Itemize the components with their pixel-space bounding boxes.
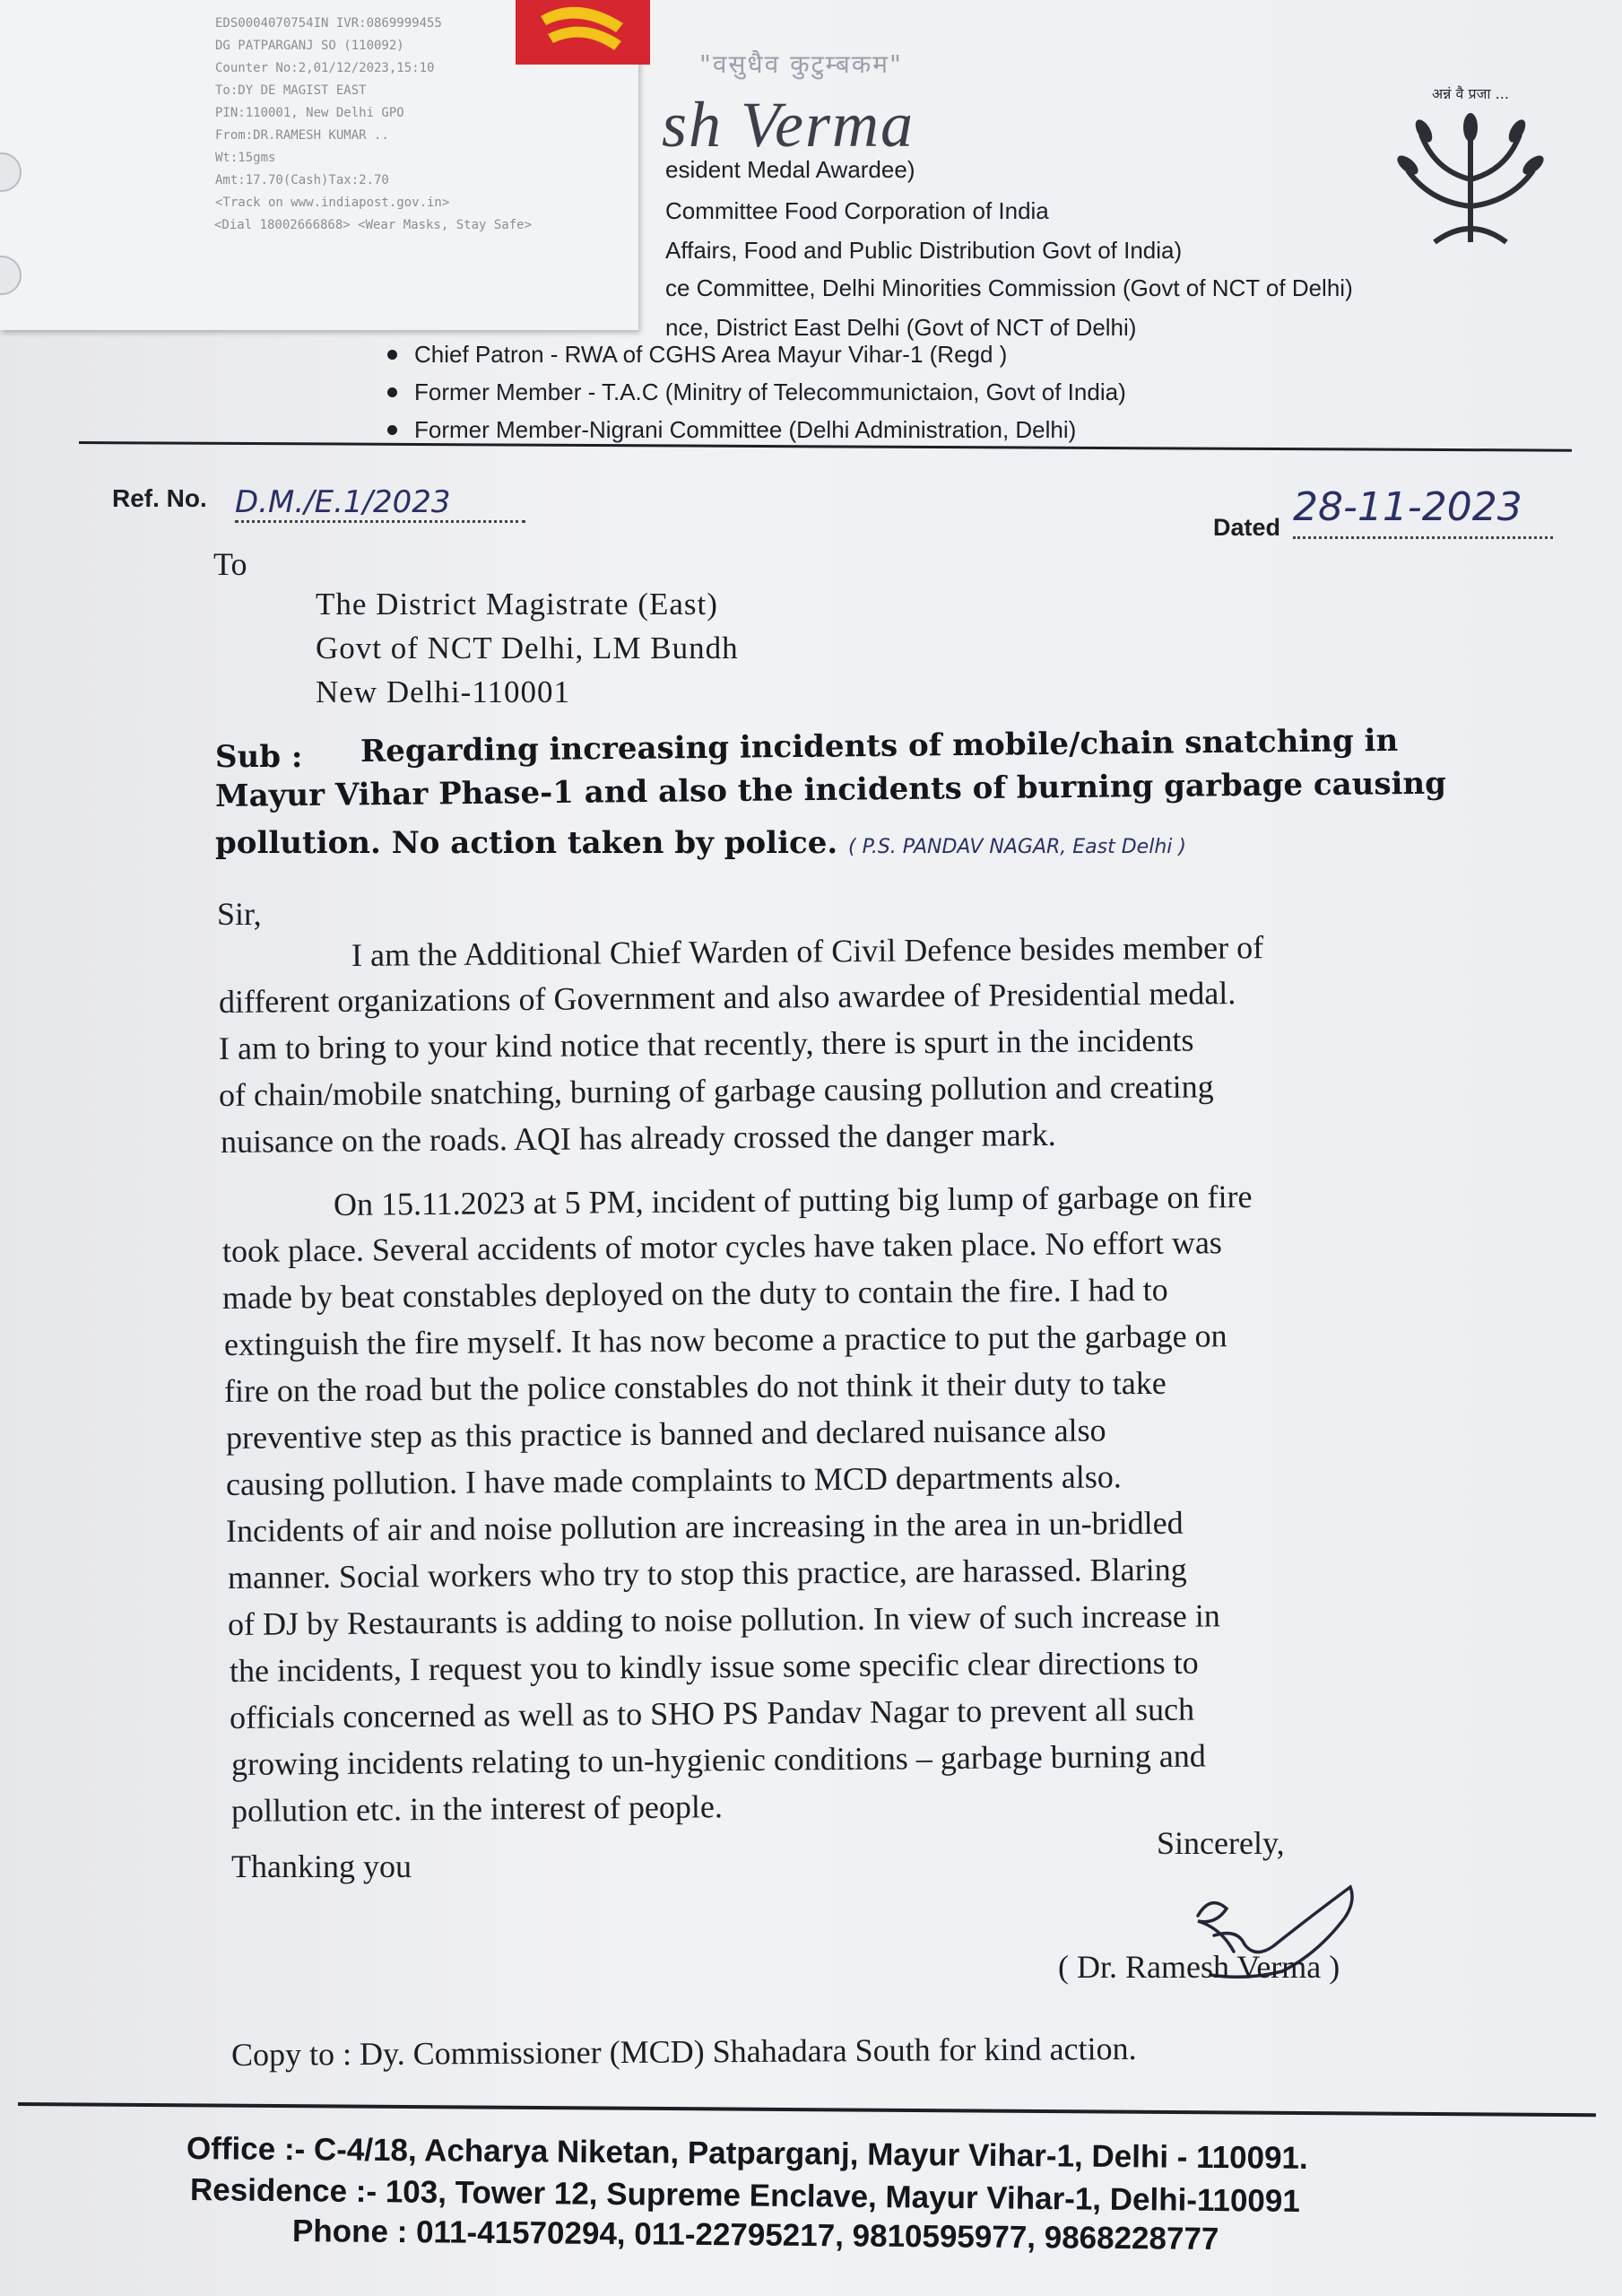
subject-line: Mayur Vihar Phase-1 and also the incidents of burning garbage causing bbox=[214, 765, 1447, 814]
receipt-line: Amt:17.70(Cash)Tax:2.70 bbox=[215, 173, 389, 187]
para1-line: nuisance on the roads. AQI has already crossed the danger mark. bbox=[220, 1116, 1056, 1160]
salutation: Sir, bbox=[217, 896, 262, 932]
receipt-line: From:DR.RAMESH KUMAR .. bbox=[215, 128, 389, 143]
letterhead-line: nce, District East Delhi (Govt of NCT of Delhi) bbox=[665, 314, 1137, 341]
sincerely: Sincerely, bbox=[1157, 1825, 1285, 1861]
receipt-line: EDS0004070754IN IVR:0869999455 bbox=[215, 16, 442, 30]
emblem-text: अन्नं वै प्रजा ... bbox=[1432, 85, 1509, 102]
para2-line: growing incidents relating to un-hygienic conditions – garbage burning and bbox=[230, 1737, 1206, 1782]
address-line: New Delhi-110001 bbox=[316, 674, 570, 709]
ref-label: Ref. No. bbox=[112, 484, 207, 512]
thanking-you: Thanking you bbox=[231, 1848, 412, 1884]
address-line: Govt of NCT Delhi, LM Bundh bbox=[316, 631, 739, 665]
bullet-icon bbox=[387, 350, 397, 360]
india-post-logo-icon bbox=[516, 0, 650, 65]
para2-line: On 15.11.2023 at 5 PM, incident of putting big lump of garbage on fire bbox=[333, 1178, 1253, 1222]
subject-line: pollution. No action taken by police. bbox=[215, 825, 838, 861]
receipt-line: To:DY DE MAGIST EAST bbox=[215, 83, 367, 98]
receipt-line: DG PATPARGANJ SO (110092) bbox=[215, 39, 404, 53]
bullet-icon bbox=[387, 387, 397, 397]
motto: "वसुधैव कुटुम्बकम" bbox=[699, 49, 903, 79]
copy-to: Copy to : Dy. Commissioner (MCD) Shahadara South for kind action. bbox=[230, 2030, 1137, 2073]
bullet-icon bbox=[387, 425, 397, 435]
para2-line: the incidents, I request you to kindly issue some specific clear directions to bbox=[229, 1644, 1199, 1689]
ref-number: D.M./E.1/2023 bbox=[235, 484, 525, 523]
dated-label: Dated bbox=[1213, 514, 1281, 541]
para2-line: fire on the road but the police constables do not think it their duty to take bbox=[223, 1364, 1167, 1409]
para1-line: different organizations of Government and also awardee of Presidential medal. bbox=[218, 975, 1236, 1020]
footer-divider bbox=[18, 2102, 1596, 2117]
letterhead-name: sh Verma bbox=[662, 89, 915, 161]
wheat-emblem-icon bbox=[1381, 72, 1560, 260]
receipt-line: <Dial 18002666868> <Wear Masks, Stay Safe> bbox=[214, 218, 533, 232]
para1-line: of chain/mobile snatching, burning of garbage causing pollution and creating bbox=[218, 1068, 1214, 1113]
postal-receipt-sticker bbox=[0, 0, 638, 330]
para1-line: I am to bring to your kind notice that recently, there is spurt in the incidents bbox=[218, 1022, 1194, 1066]
office-address: Office :- C-4/18, Acharya Niketan, Patparganj, Mayur Vihar-1, Delhi - 110091. bbox=[186, 2131, 1308, 2176]
para2-line: officials concerned as well as to SHO PS Pandav Nagar to prevent all such bbox=[229, 1691, 1195, 1735]
letterhead-line: ce Committee, Delhi Minorities Commission (Govt of NCT of Delhi) bbox=[665, 274, 1353, 301]
handwritten-ps-note: ( P.S. PANDAV NAGAR, East Delhi ) bbox=[848, 836, 1186, 858]
para2-line: manner. Social workers who try to stop this practice, are harassed. Blaring bbox=[227, 1551, 1187, 1596]
para2-line: preventive step as this practice is banned and declared nuisance also bbox=[225, 1412, 1106, 1456]
subject-line: Regarding increasing incidents of mobile/chain snatching in bbox=[360, 722, 1399, 770]
para2-line: made by beat constables deployed on the duty to contain the fire. I had to bbox=[221, 1271, 1168, 1316]
residence-address: Residence :- 103, Tower 12, Supreme Enclave, Mayur Vihar-1, Delhi-110091 bbox=[189, 2172, 1301, 2219]
letterhead-line: Affairs, Food and Public Distribution Govt of India) bbox=[665, 237, 1183, 264]
para2-line: causing pollution. I have made complaints to MCD departments also. bbox=[225, 1458, 1122, 1502]
receipt-line: <Track on www.indiapost.gov.in> bbox=[215, 196, 450, 210]
letterhead-bullet: Former Member-Nigrani Committee (Delhi Administration, Delhi) bbox=[414, 416, 1077, 443]
para2-line: Incidents of air and noise pollution are increasing in the area in un-bridled bbox=[225, 1504, 1184, 1549]
address-line: The District Magistrate (East) bbox=[316, 587, 718, 622]
para1-line: I am the Additional Chief Warden of Civil Defence besides member of bbox=[351, 929, 1264, 973]
letterhead-bullet: Chief Patron - RWA of CGHS Area Mayur Vihar-1 (Regd ) bbox=[414, 341, 1008, 368]
date-value: 28-11-2023 bbox=[1293, 484, 1553, 539]
letterhead-bullet: Former Member - T.A.C (Minitry of Telecommunictaion, Govt of India) bbox=[414, 378, 1126, 405]
letterhead-line: esident Medal Awardee) bbox=[665, 156, 915, 183]
subject-label: Sub : bbox=[215, 739, 303, 775]
signatory-name: ( Dr. Ramesh Verma ) bbox=[1058, 1949, 1340, 1985]
receipt-line: PIN:110001, New Delhi GPO bbox=[215, 106, 404, 120]
phone-numbers: Phone : 011-41570294, 011-22795217, 9810595977, 9868228777 bbox=[291, 2213, 1219, 2257]
receipt-line: Wt:15gms bbox=[215, 151, 276, 165]
para2-line: of DJ by Restaurants is adding to noise pollution. In view of such increase in bbox=[227, 1597, 1220, 1642]
para2-line: pollution etc. in the interest of people. bbox=[230, 1788, 724, 1829]
subject-line-last bbox=[215, 825, 1186, 861]
letterhead-line: Committee Food Corporation of India bbox=[665, 197, 1049, 224]
receipt-line: Counter No:2,01/12/2023,15:10 bbox=[215, 61, 435, 75]
to-label: To bbox=[213, 546, 247, 582]
para2-line: extinguish the fire myself. It has now become a practice to put the garbage on bbox=[223, 1318, 1227, 1362]
para2-line: took place. Several accidents of motor cycles have taken place. No effort was bbox=[221, 1224, 1223, 1269]
